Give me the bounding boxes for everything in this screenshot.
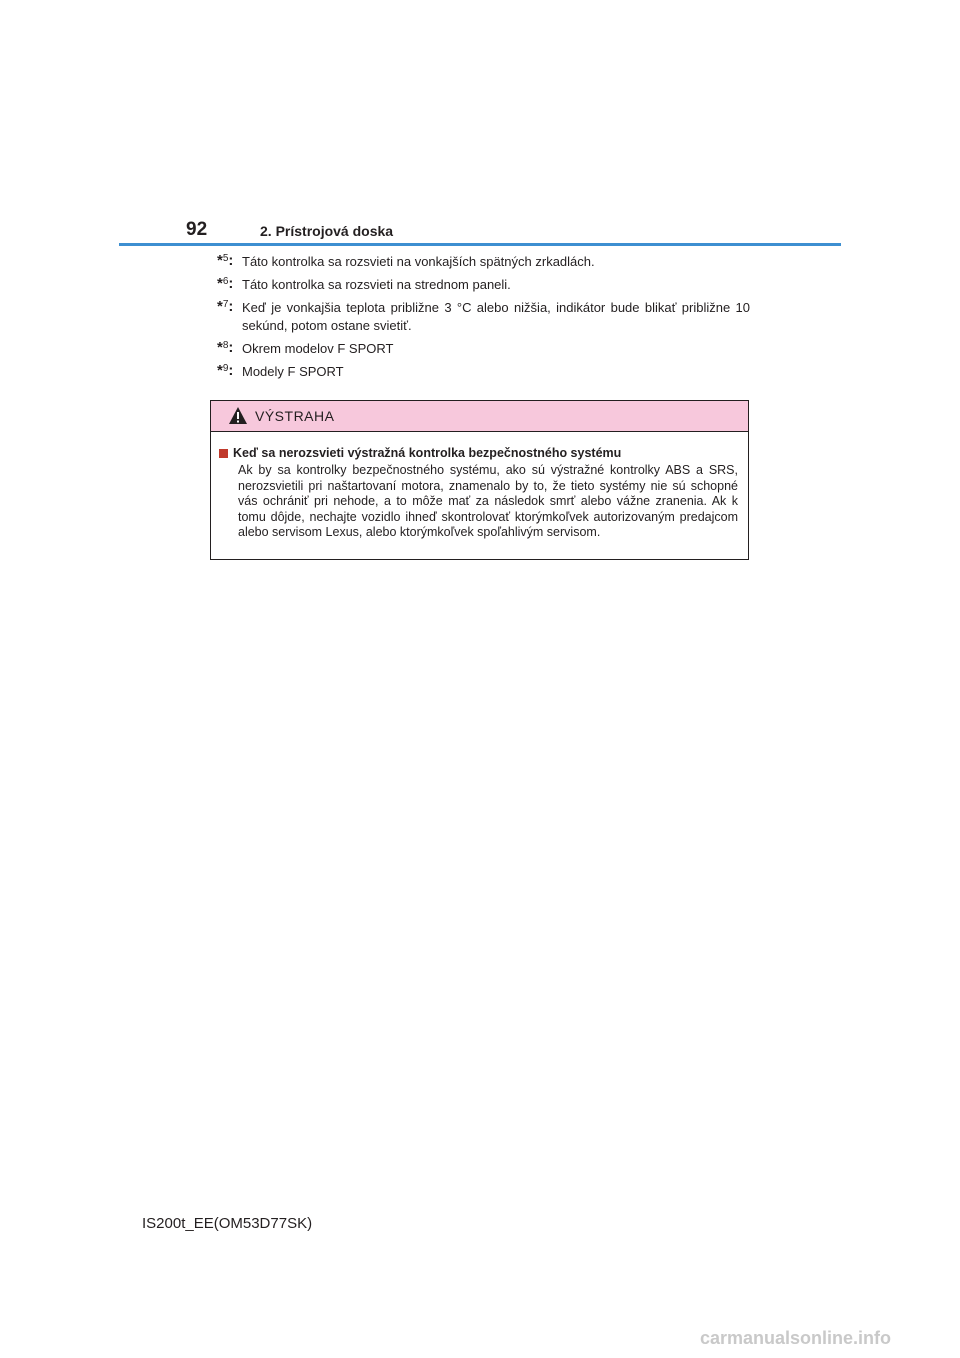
footnote-item <box>215 340 750 358</box>
watermark: carmanualsonline.info <box>700 1328 892 1348</box>
footnote-text: Keď je vonkajšia teplota približne 3 °C alebo nižšia, indikátor bude blikať približne 10 sekúnd, potom ostane svietiť. <box>242 300 750 333</box>
warning-heading-text: Keď sa nerozsvieti výstražná kontrolka bezpečnostného systému <box>233 446 622 460</box>
warning-header <box>211 401 748 432</box>
footnote-text: Táto kontrolka sa rozsvieti na strednom paneli. <box>242 277 511 292</box>
warning-heading <box>219 446 738 460</box>
footnote-marker: *$^7$: <box>217 298 234 315</box>
footnote-item <box>215 253 750 271</box>
warning-triangle-icon <box>228 406 248 425</box>
page-number: 92 <box>186 219 208 240</box>
section-title: 2. Prístrojová doska <box>260 223 394 239</box>
warning-title: VÝSTRAHA <box>255 408 335 424</box>
footnote-item <box>215 299 750 335</box>
warning-text: Ak by sa kontrolky bezpečnostného systému, ako sú výstražné kontrolky ABS a SRS, nerozsvietili pri naštartovaní motora, znamenalo by to, že tieto systémy nie sú schopné vás ochrániť pri nehode, a to môže mať za následok smrť alebo vážne zranenia. Ak k tomu dôjde, nechajte vozidlo ihneď skontrolovať ktorýmkoľvek autorizovaným predajcom alebo servisom Lexus, alebo ktorýmkoľvek spoľahlivým servisom. <box>238 463 738 539</box>
footnote-marker: *$^5$: <box>217 252 234 269</box>
document-code: IS200t_EE(OM53D77SK) <box>142 1215 313 1232</box>
footnote-list <box>215 253 750 386</box>
footnote-item <box>215 363 750 381</box>
footnote-marker: *$^6$: <box>217 275 234 292</box>
footnote-item <box>215 276 750 294</box>
footnote-text: Táto kontrolka sa rozsvieti na vonkajších spätných zrkadlách. <box>242 254 595 269</box>
footnote-text: Okrem modelov F SPORT <box>242 341 394 356</box>
footnote-marker: *$^8$: <box>217 339 234 356</box>
page-header <box>0 0 960 250</box>
footnote-text: Modely F SPORT <box>242 364 344 379</box>
square-bullet-icon <box>219 449 228 458</box>
footnote-marker: *$^9$: <box>217 362 234 379</box>
warning-body <box>211 432 748 541</box>
warning-box <box>210 400 749 560</box>
header-divider <box>119 243 841 246</box>
